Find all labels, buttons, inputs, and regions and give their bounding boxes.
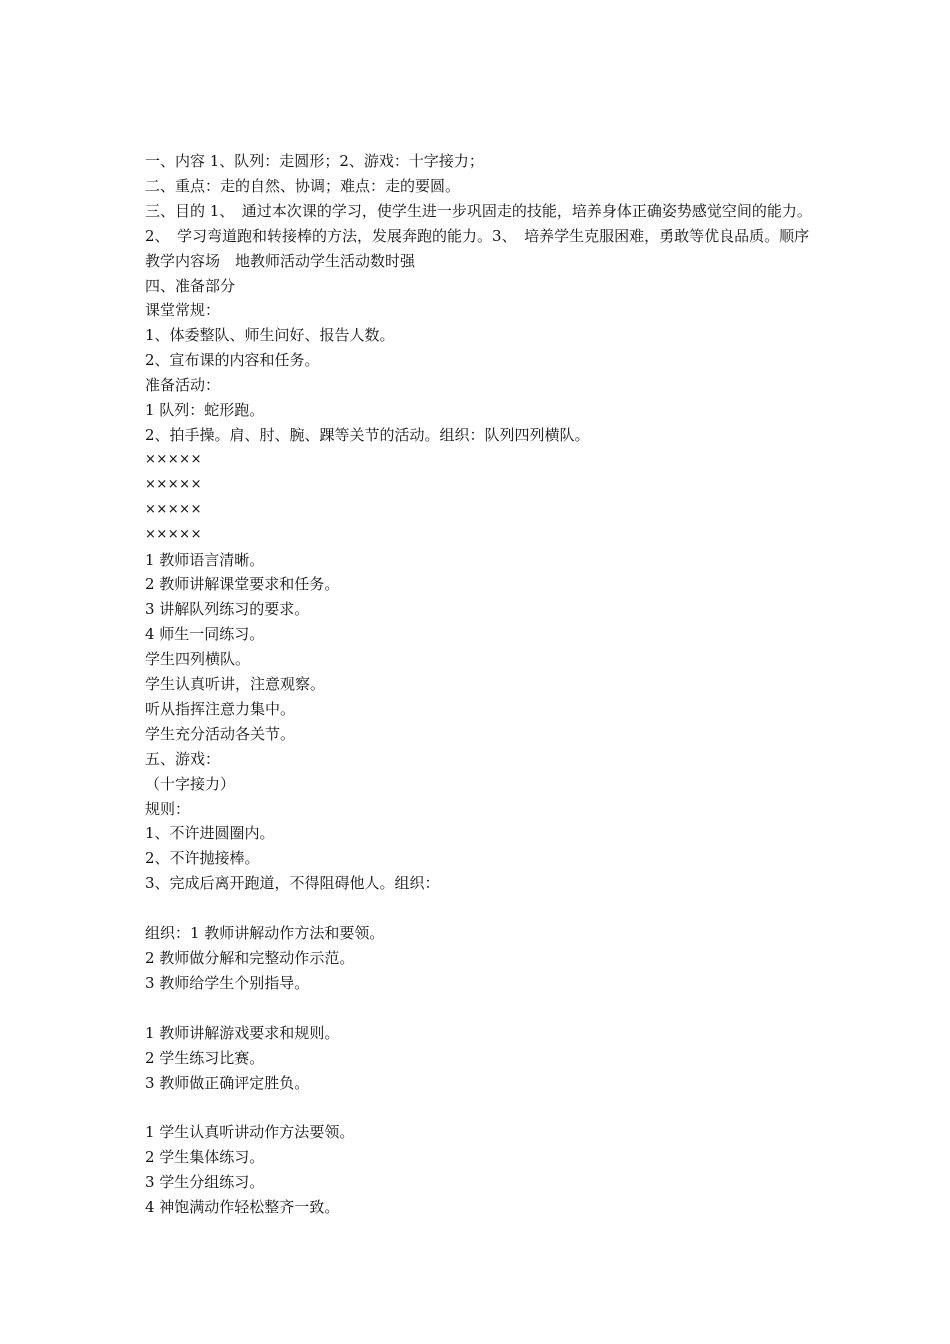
list-item: 3 教师做正确评定胜负。 bbox=[145, 1073, 310, 1092]
list-item: 3 教师给学生个别指导。 bbox=[145, 973, 310, 992]
section-heading-game: 五、游戏： bbox=[145, 749, 221, 768]
list-item: 4 神饱满动作轻松整齐一致。 bbox=[145, 1198, 340, 1217]
list-item: 1 队列：蛇形跑。 bbox=[145, 401, 265, 420]
section-heading-preparation: 四、准备部分 bbox=[145, 276, 236, 295]
objectives-paragraph: 三、目的 1、 通过本次课的学习，使学生进一步巩固走的技能，培养身体正确姿势感觉空间的能力。2、 学习弯道跑和转接棒的方法，发展奔跑的能力。3、 培养学生克服困难，勇敢等优良品质。顺序教学内容场 地教师活动学生活动数时强 bbox=[145, 201, 812, 270]
list-item: 组织：1 教师讲解动作方法和要领。 bbox=[145, 924, 385, 943]
game-title: （十字接力） bbox=[145, 774, 236, 793]
subheading-rules: 规则： bbox=[145, 799, 191, 818]
list-item: 1 教师语言清晰。 bbox=[145, 550, 265, 569]
list-item: 1 学生认真听讲动作方法要领。 bbox=[145, 1123, 355, 1142]
list-item: 1 教师讲解游戏要求和规则。 bbox=[145, 1023, 340, 1042]
subheading-warmup: 准备活动： bbox=[145, 376, 221, 395]
list-item: 2、宣布课的内容和任务。 bbox=[145, 351, 320, 370]
blank-line bbox=[145, 996, 813, 1021]
list-item: 2 教师做分解和完整动作示范。 bbox=[145, 948, 355, 967]
formation-row: ××××× bbox=[145, 501, 202, 517]
text-line: 学生四列横队。 bbox=[145, 650, 251, 669]
key-points-line: 二、重点：走的自然、协调；难点：走的要圆。 bbox=[145, 176, 461, 195]
subheading-routine: 课堂常规： bbox=[145, 301, 221, 320]
list-item: 2 学生集体练习。 bbox=[145, 1148, 265, 1167]
formation-row: ××××× bbox=[145, 451, 202, 467]
formation-row: ××××× bbox=[145, 526, 202, 542]
blank-line bbox=[145, 1095, 813, 1120]
formation-row: ××××× bbox=[145, 476, 202, 492]
text-line: 学生充分活动各关节。 bbox=[145, 724, 296, 743]
rule-item: 3、完成后离开跑道，不得阻碍他人。组织： bbox=[145, 874, 440, 893]
list-item: 2、拍手操。肩、肘、腕、踝等关节的活动。组织：队列四列横队。 bbox=[145, 425, 590, 444]
text-line: 听从指挥注意力集中。 bbox=[145, 699, 296, 718]
list-item: 2 教师讲解课堂要求和任务。 bbox=[145, 575, 340, 594]
rule-item: 2、不许抛接棒。 bbox=[145, 849, 260, 868]
list-item: 3 讲解队列练习的要求。 bbox=[145, 600, 310, 619]
list-item: 1、体委整队、师生问好、报告人数。 bbox=[145, 326, 395, 345]
list-item: 2 学生练习比赛。 bbox=[145, 1048, 265, 1067]
list-item: 4 师生一同练习。 bbox=[145, 625, 265, 644]
text-line: 学生认真听讲，注意观察。 bbox=[145, 675, 326, 694]
rule-item: 1、不许进圆圈内。 bbox=[145, 824, 275, 843]
document-body bbox=[145, 149, 813, 1220]
content-line: 一、内容 1、队列：走圆形；2、游戏：十字接力； bbox=[145, 152, 484, 170]
list-item: 3 学生分组练习。 bbox=[145, 1173, 265, 1192]
blank-line bbox=[145, 896, 813, 921]
